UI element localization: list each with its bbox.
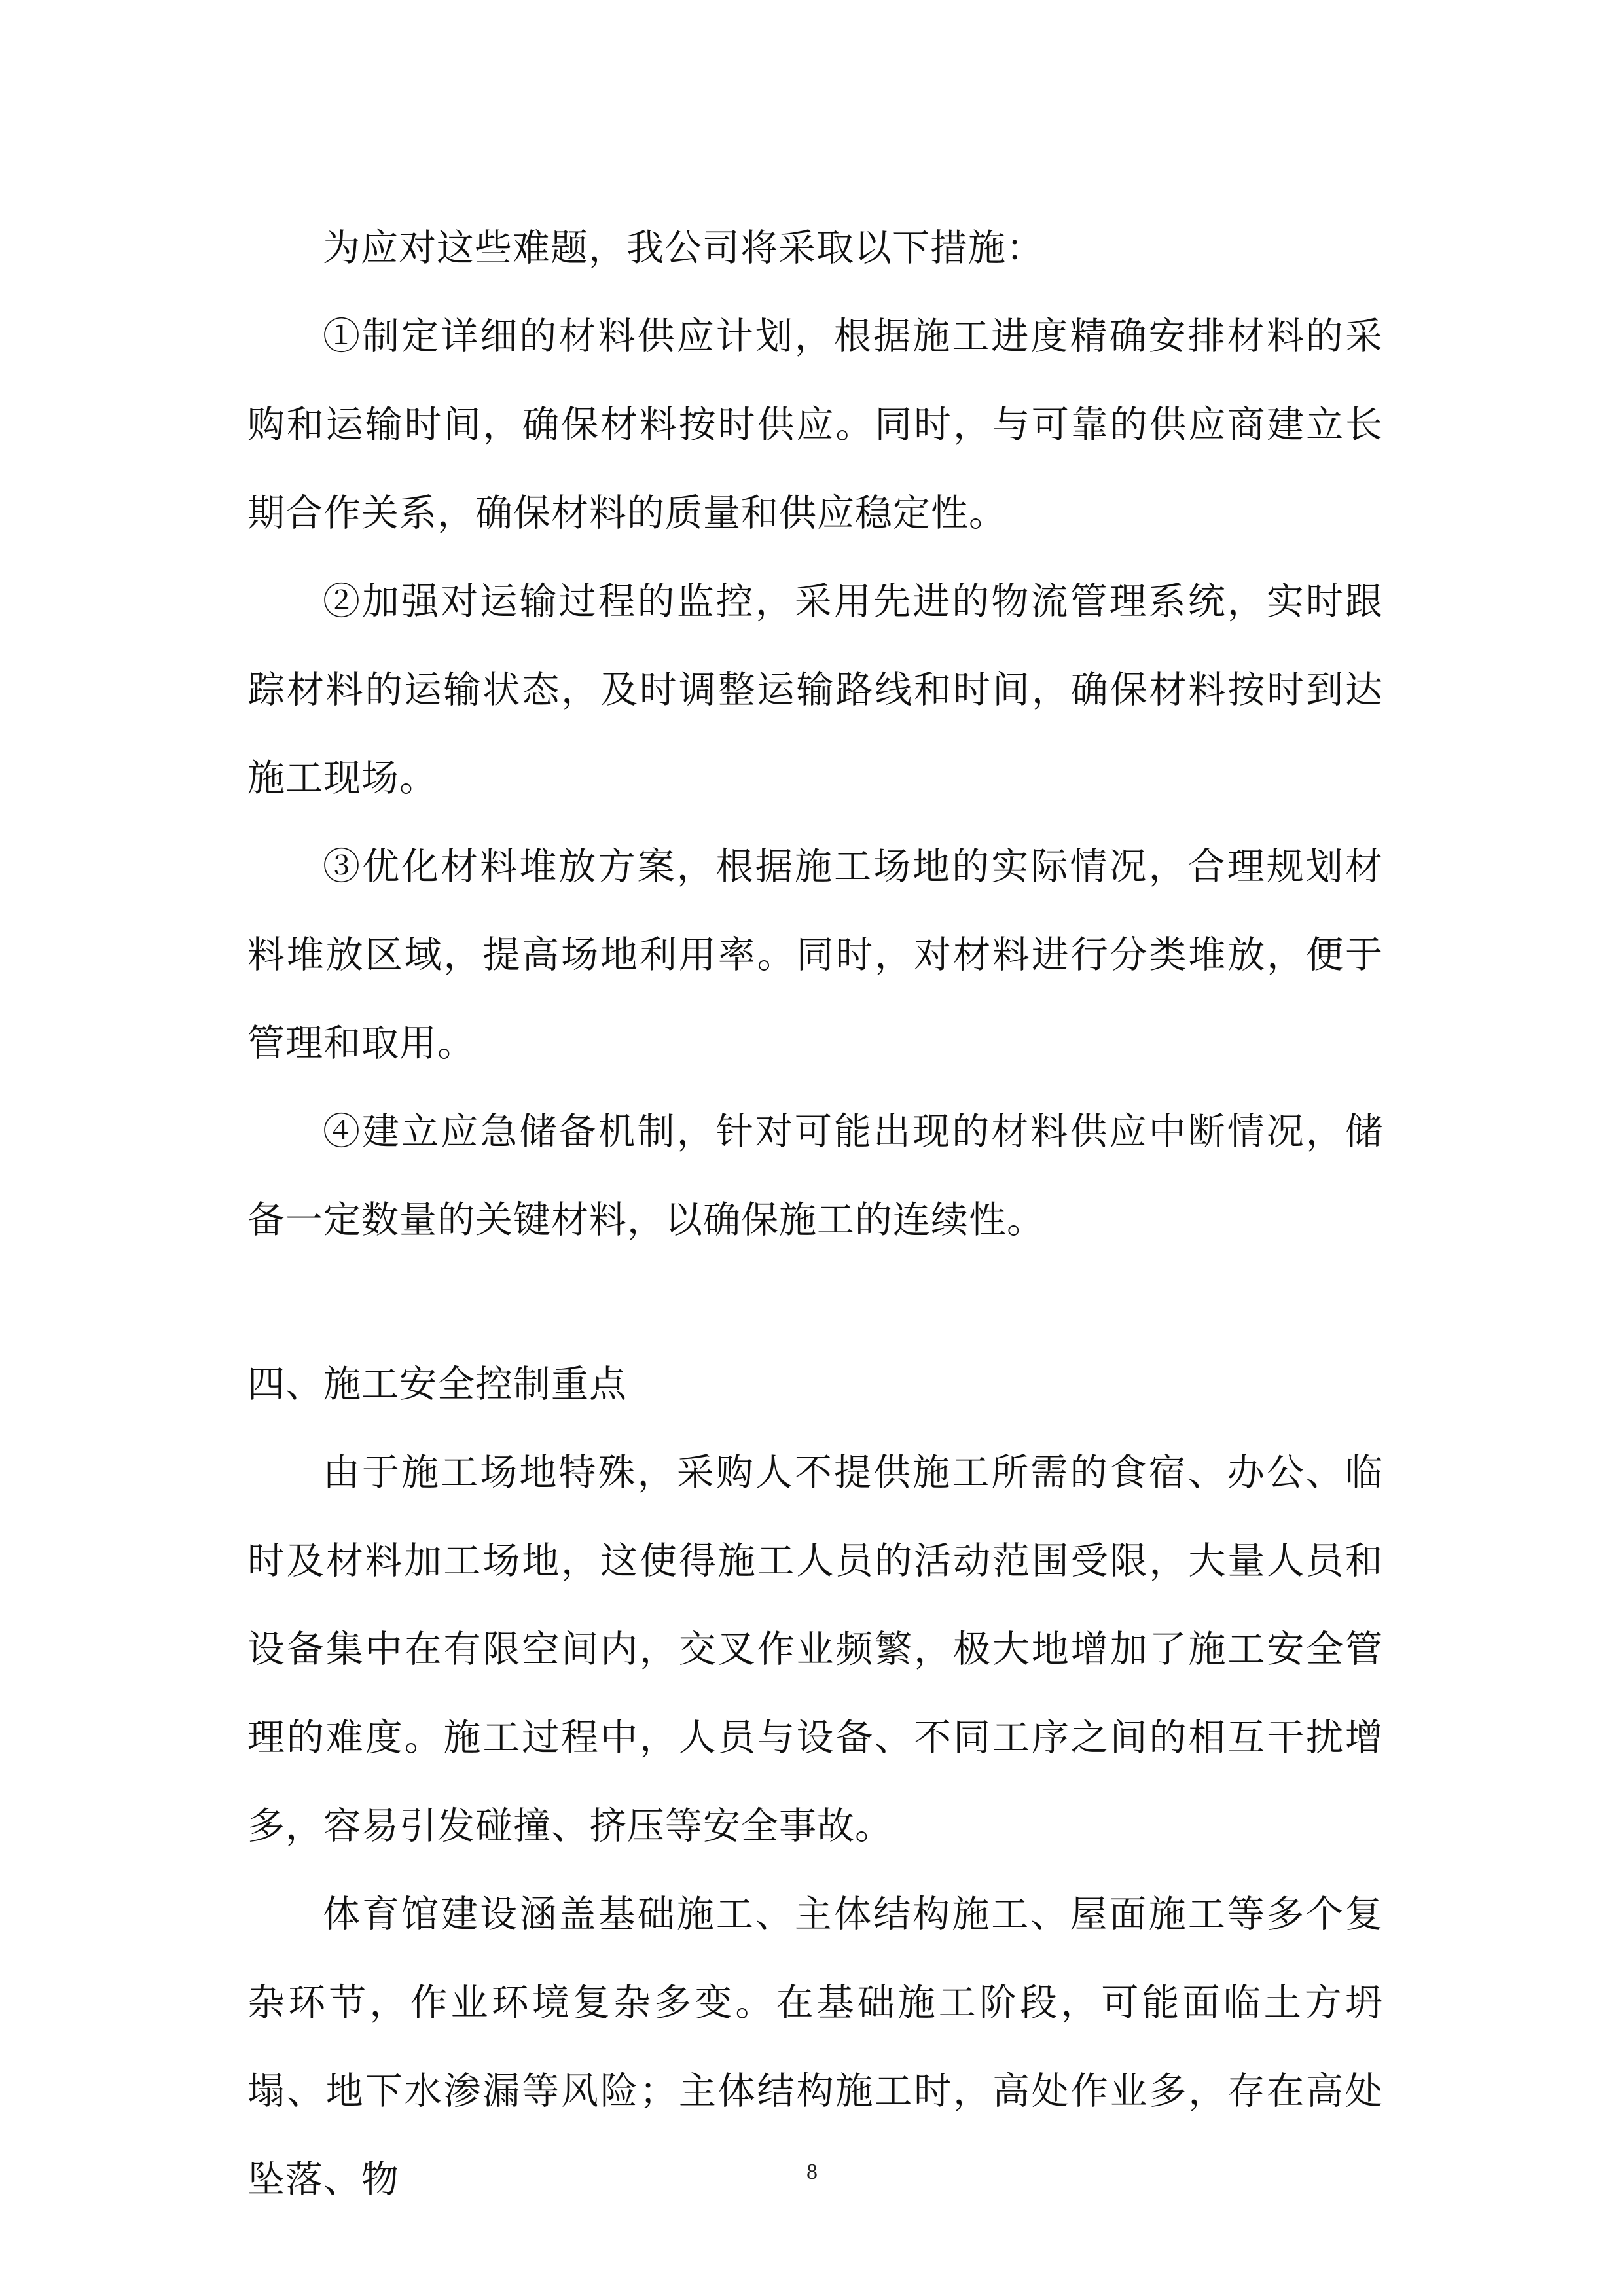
paragraph-measure-2: ②加强对运输过程的监控，采用先进的物流管理系统，实时跟踪材料的运输状态，及时调整运输路线和时间，确保材料按时到达施工现场。 <box>247 580 1383 800</box>
paragraph-measure-1: ①制定详细的材料供应计划，根据施工进度精确安排材料的采购和运输时间，确保材料按时供应。同时，与可靠的供应商建立长期合作关系，确保材料的质量和供应稳定性。 <box>247 315 1383 535</box>
paragraph-intro: 为应对这些难题，我公司将采取以下措施： <box>323 226 1044 270</box>
section-heading: 四、施工安全控制重点 <box>247 1363 627 1406</box>
paragraph-construction-risks: 体育馆建设涵盖基础施工、主体结构施工、屋面施工等多个复杂环节，作业环境复杂多变。在基础施工阶段，可能面临土方坍塌、地下水渗漏等风险；主体结构施工时，高处作业多，存在高处坠落、物 <box>247 1893 1383 2201</box>
page-content <box>247 204 1383 2224</box>
paragraph-measure-4: ④建立应急储备机制，针对可能出现的材料供应中断情况，储备一定数量的关键材料，以确保施工的连续性。 <box>247 1110 1383 1242</box>
paragraph-measure-3: ③优化材料堆放方案，根据施工场地的实际情况，合理规划材料堆放区域，提高场地利用率。同时，对材料进行分类堆放，便于管理和取用。 <box>247 845 1383 1065</box>
page-number: 8 <box>806 2160 818 2184</box>
paragraph-site-constraints: 由于施工场地特殊，采购人不提供施工所需的食宿、办公、临时及材料加工场地，这使得施工人员的活动范围受限，大量人员和设备集中在有限空间内，交叉作业频繁，极大地增加了施工安全管理的难度。施工过程中，人员与设备、不同工序之间的相互干扰增多，容易引发碰撞、挤压等安全事故。 <box>247 1451 1383 1848</box>
